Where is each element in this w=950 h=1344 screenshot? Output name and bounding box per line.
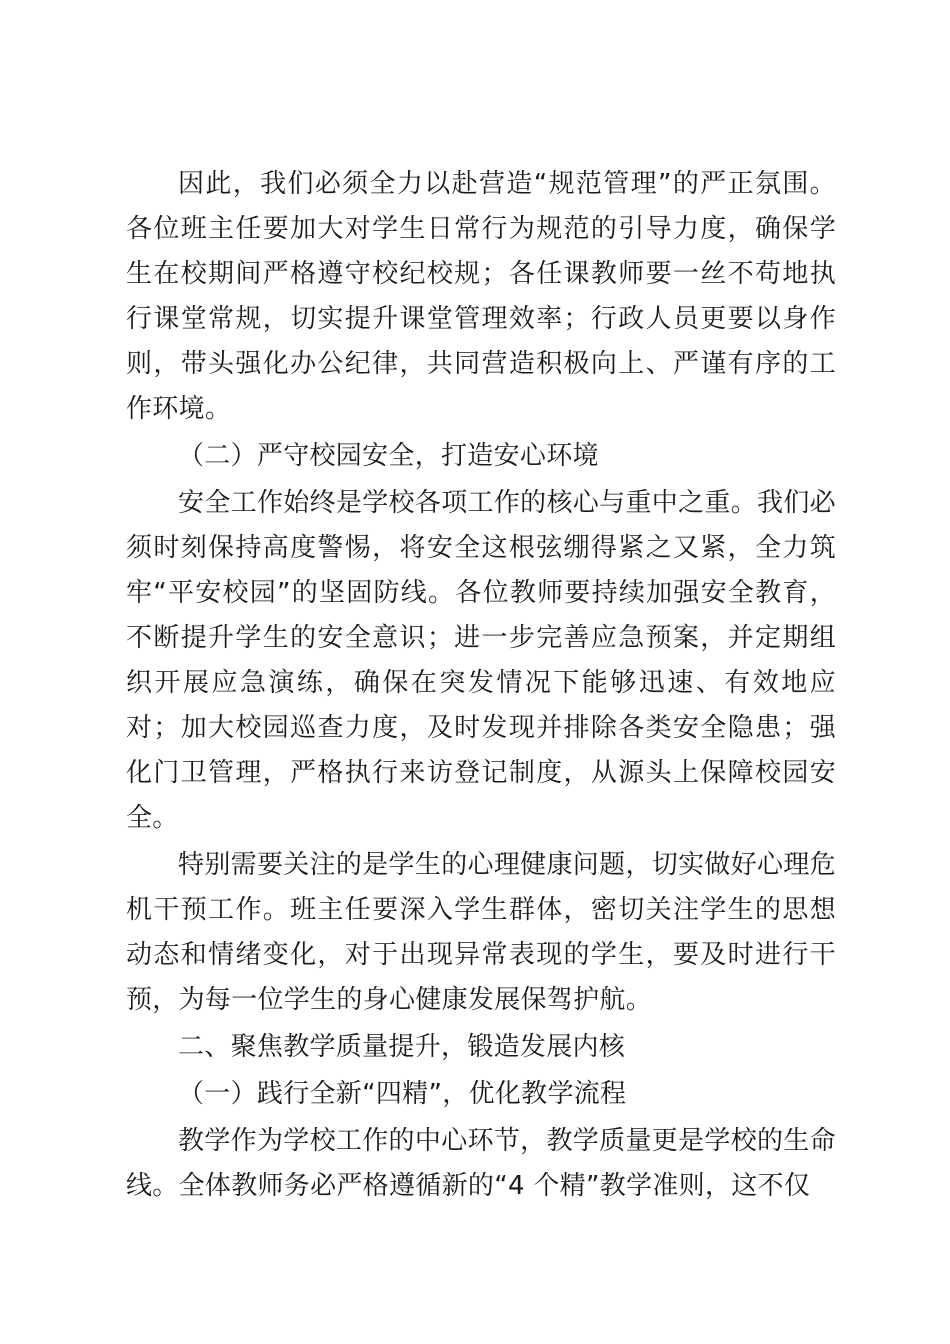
paragraph-safety-work: 安全工作始终是学校各项工作的核心与重中之重。我们必须时刻保持高度警惕，将安全这根弦绷得紧之又紧，全力筑牢“平安校园”的坚固防线。各位教师要持续加强安全教育，不断提升学生的安全意识；进一步完善应急预案，并定期组织开展应急演练，确保在突发情况下能够迅速、有效地应对；加大校园巡查力度，及时发现并排除各类安全隐患；强化门卫管理，严格执行来访登记制度，从源头上保障校园安全。 <box>126 488 836 833</box>
paragraph-teaching-center: 教学作为学校工作的中心环节，教学质量更是学校的生命线。全体教师务必严格遵循新的“4 个精”教学准则，这不仅 <box>126 1126 836 1201</box>
paragraph-mental-health: 特别需要关注的是学生的心理健康问题，切实做好心理危机干预工作。班主任要深入学生群体，密切关注学生的思想动态和情绪变化，对于出现异常表现的学生，要及时进行干预，为每一位学生的身心健康发展保驾护航。 <box>126 850 836 1015</box>
subheading-campus-safety: （二）严守校园安全，打造安心环境 <box>178 441 599 471</box>
section-heading-teaching-quality: 二、聚焦教学质量提升，锻造发展内核 <box>178 1032 626 1062</box>
subheading-four-jing: （一）践行全新“四精”，优化教学流程 <box>178 1079 627 1109</box>
document-body <box>126 162 836 1209</box>
paragraph-atmosphere: 因此，我们必须全力以赴营造“规范管理”的严正氛围。各位班主任要加大对学生日常行为规范的引导力度，确保学生在校期间严格遵守校纪校规；各任课教师要一丝不苟地执行课堂常规，切实提升课堂管理效率；行政人员更要以身作则，带头强化办公纪律，共同营造积极向上、严谨有序的工作环境。 <box>126 169 836 424</box>
